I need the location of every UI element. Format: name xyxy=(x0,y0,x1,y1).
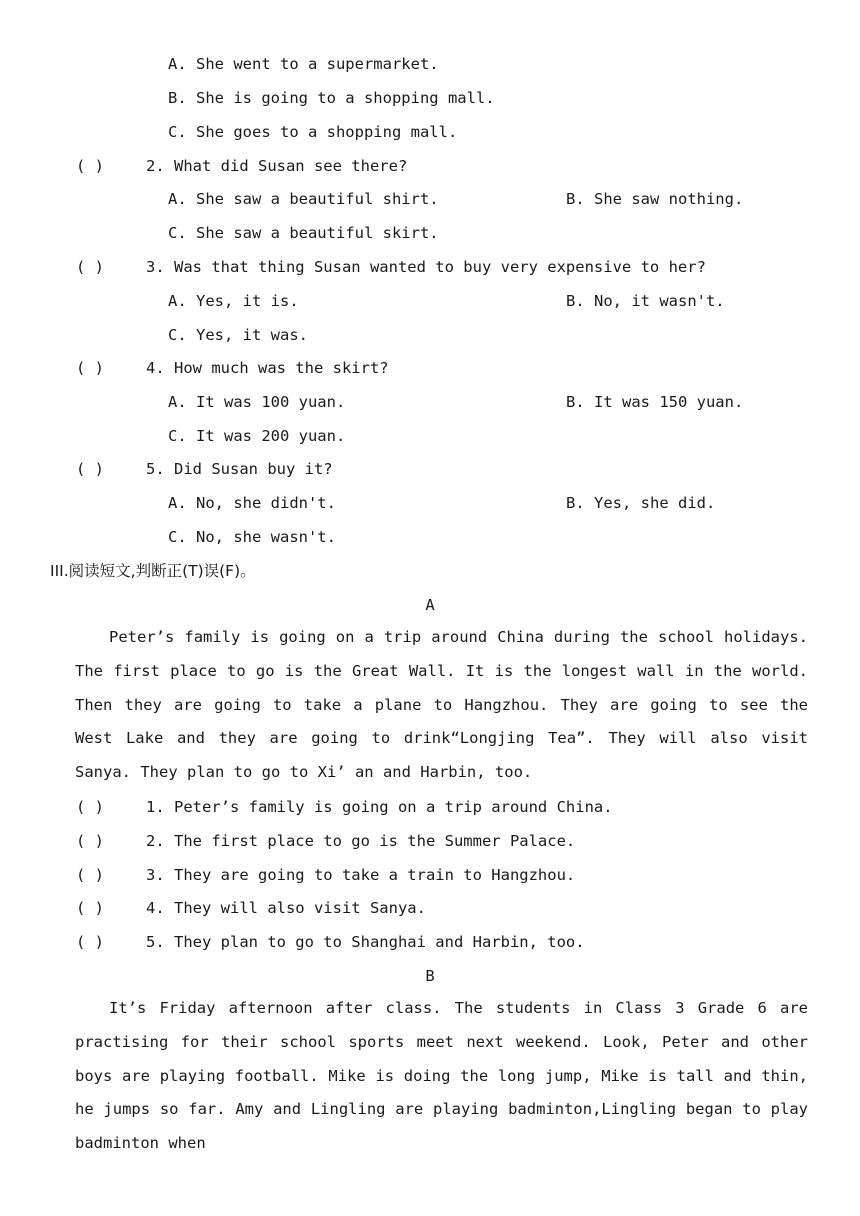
option-c: C. No, she wasn't. xyxy=(168,528,336,546)
option-b: B. She saw nothing. xyxy=(566,190,744,208)
question-text: 4. How much was the skirt? xyxy=(146,359,389,377)
option-b: B. She is going to a shopping mall. xyxy=(168,89,495,107)
question-text: 3. Was that thing Susan wanted to buy very expensive to her? xyxy=(146,258,706,276)
option-c: C. It was 200 yuan. xyxy=(168,427,346,445)
option-b: B. It was 150 yuan. xyxy=(566,393,744,411)
option-a: A. Yes, it is. xyxy=(168,292,299,310)
option-c: C. Yes, it was. xyxy=(168,326,308,344)
answer-blank[interactable]: ( ) xyxy=(76,832,104,850)
option-c: C. She goes to a shopping mall. xyxy=(168,123,458,141)
question-text: 2. What did Susan see there? xyxy=(146,157,408,175)
passage-b-heading: B xyxy=(425,967,435,985)
answer-blank[interactable]: ( ) xyxy=(76,157,104,175)
statement-text: 1. Peter’s family is going on a trip around China. xyxy=(146,798,613,816)
answer-blank[interactable]: ( ) xyxy=(76,933,104,951)
passage-b-text: It’s Friday afternoon after class. The students in Class 3 Grade 6 are practising for their school sports meet next weekend. Look, Peter and other boys are playing football. Mike is doing the long jump, Mike is tall and thin, he jumps so far. Amy and Lingling are playing badminton,Lingling began to play badminton when xyxy=(75,999,808,1153)
option-b: B. Yes, she did. xyxy=(566,494,716,512)
statement-text: 4. They will also visit Sanya. xyxy=(146,899,426,917)
option-a: A. She saw a beautiful shirt. xyxy=(168,190,439,208)
statement-text: 5. They plan to go to Shanghai and Harbin, too. xyxy=(146,933,585,951)
passage-b xyxy=(75,992,808,1161)
answer-blank[interactable]: ( ) xyxy=(76,899,104,917)
passage-a-text: Peter’s family is going on a trip around China during the school holidays. The first place to go is the Great Wall. It is the longest wall in the world. Then they are going to take a plane to Hangzhou. They are going to see the West Lake and they are going to drink“Longjing Tea”. They will also visit Sanya. They plan to go to Xi’ an and Harbin, too. xyxy=(75,628,808,782)
section-title: III.阅读短文,判断正(T)误(F)。 xyxy=(50,562,256,580)
statement-text: 3. They are going to take a train to Hangzhou. xyxy=(146,866,576,884)
passage-a-heading: A xyxy=(425,596,435,614)
question-text: 5. Did Susan buy it? xyxy=(146,460,333,478)
option-c: C. She saw a beautiful skirt. xyxy=(168,224,439,242)
answer-blank[interactable]: ( ) xyxy=(76,798,104,816)
option-a: A. She went to a supermarket. xyxy=(168,55,439,73)
option-a: A. It was 100 yuan. xyxy=(168,393,346,411)
answer-blank[interactable]: ( ) xyxy=(76,866,104,884)
answer-blank[interactable]: ( ) xyxy=(76,359,104,377)
answer-blank[interactable]: ( ) xyxy=(76,460,104,478)
answer-blank[interactable]: ( ) xyxy=(76,258,104,276)
passage-a xyxy=(75,621,808,790)
option-b: B. No, it wasn't. xyxy=(566,292,725,310)
option-a: A. No, she didn't. xyxy=(168,494,336,512)
statement-text: 2. The first place to go is the Summer Palace. xyxy=(146,832,576,850)
